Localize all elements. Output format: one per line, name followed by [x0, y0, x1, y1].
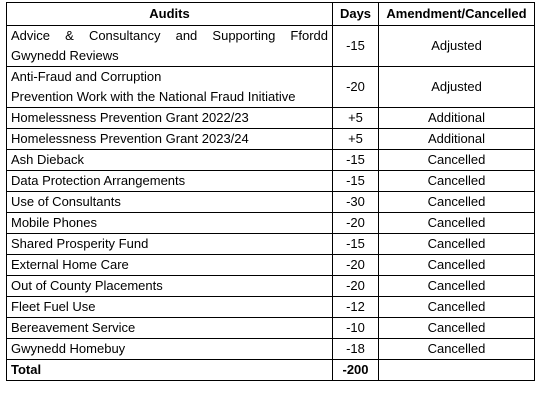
total-row: [7, 360, 535, 381]
audit-name: Ash Dieback: [7, 150, 333, 171]
table-row: [7, 339, 535, 360]
audit-name: Out of County Placements: [7, 276, 333, 297]
total-status: [379, 360, 535, 381]
audit-status: Cancelled: [379, 213, 535, 234]
audit-name: External Home Care: [7, 255, 333, 276]
audit-name: Data Protection Arrangements: [7, 171, 333, 192]
table-row: [7, 276, 535, 297]
header-days: Days: [333, 3, 379, 26]
table-row: [7, 255, 535, 276]
header-row: [7, 3, 535, 26]
table-row: [7, 108, 535, 129]
table-row: [7, 150, 535, 171]
table-row: [7, 318, 535, 339]
audit-days: -15: [333, 171, 379, 192]
table-row: [7, 171, 535, 192]
total-label: Total: [7, 360, 333, 381]
audit-days: -18: [333, 339, 379, 360]
audit-days: -15: [333, 150, 379, 171]
audit-days: -15: [333, 26, 379, 67]
audit-days: -10: [333, 318, 379, 339]
audit-days: +5: [333, 108, 379, 129]
audit-name: Fleet Fuel Use: [7, 297, 333, 318]
audit-status: Cancelled: [379, 171, 535, 192]
audit-days: -15: [333, 234, 379, 255]
audits-table: [6, 2, 535, 381]
audit-status: Cancelled: [379, 255, 535, 276]
audit-days: +5: [333, 129, 379, 150]
header-audits: Audits: [7, 3, 333, 26]
audit-name: Homelessness Prevention Grant 2022/23: [7, 108, 333, 129]
table-row: [7, 129, 535, 150]
audit-name: [7, 67, 333, 108]
audit-status: Cancelled: [379, 150, 535, 171]
table-row: [7, 213, 535, 234]
audit-name-line-1: Anti-Fraud and Corruption: [11, 69, 162, 84]
audit-name: Mobile Phones: [7, 213, 333, 234]
total-days: -200: [333, 360, 379, 381]
audit-status: Additional: [379, 129, 535, 150]
audit-days: -12: [333, 297, 379, 318]
audit-days: -20: [333, 276, 379, 297]
audit-days: -20: [333, 255, 379, 276]
header-amendment: Amendment/Cancelled: [379, 3, 535, 26]
audit-name: Advice & Consultancy and Supporting Ffordd Gwynedd Reviews: [7, 26, 333, 67]
audit-status: Adjusted: [379, 26, 535, 67]
audit-name: Homelessness Prevention Grant 2023/24: [7, 129, 333, 150]
audit-name: Gwynedd Homebuy: [7, 339, 333, 360]
audit-status: Cancelled: [379, 297, 535, 318]
audit-name: Shared Prosperity Fund: [7, 234, 333, 255]
audit-status: Cancelled: [379, 339, 535, 360]
audit-status: Cancelled: [379, 276, 535, 297]
table-row: [7, 26, 535, 67]
table-row: [7, 297, 535, 318]
audit-status: Cancelled: [379, 192, 535, 213]
audit-status: Cancelled: [379, 318, 535, 339]
audit-status: Adjusted: [379, 67, 535, 108]
audit-name: Bereavement Service: [7, 318, 333, 339]
table-row: [7, 67, 535, 108]
audit-days: -30: [333, 192, 379, 213]
audit-days: -20: [333, 213, 379, 234]
table-row: [7, 192, 535, 213]
audit-name-line-2: Prevention Work with the National Fraud Initiative: [11, 89, 296, 104]
audit-status: Cancelled: [379, 234, 535, 255]
table-row: [7, 234, 535, 255]
audit-name: Use of Consultants: [7, 192, 333, 213]
audit-days: -20: [333, 67, 379, 108]
audit-status: Additional: [379, 108, 535, 129]
